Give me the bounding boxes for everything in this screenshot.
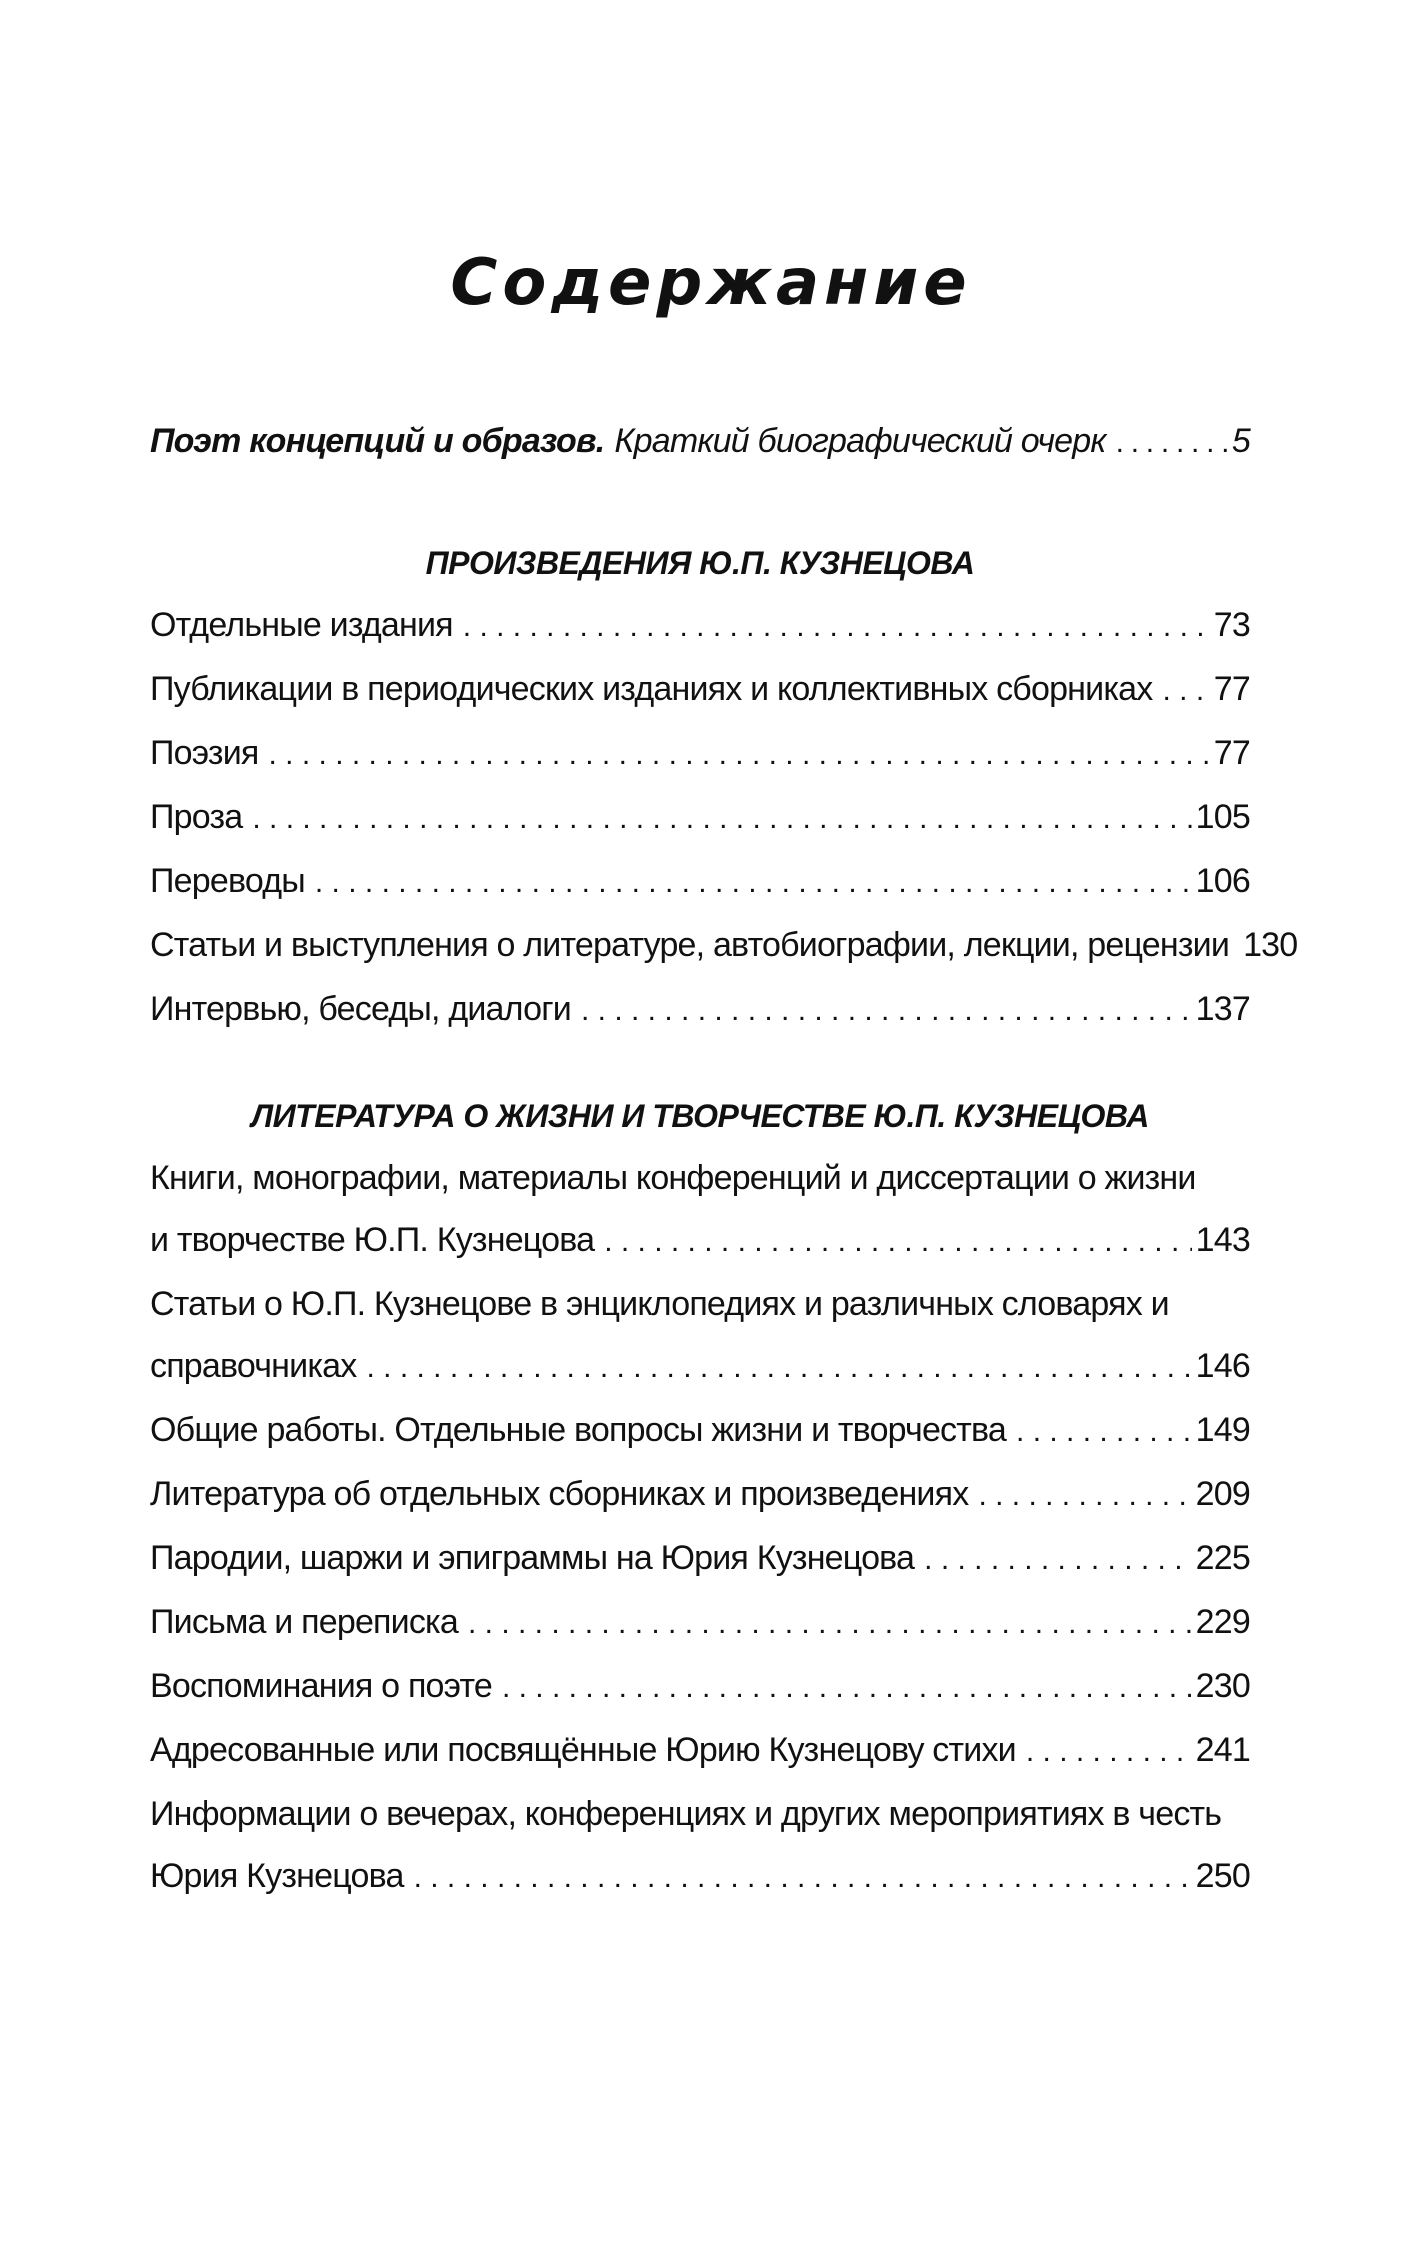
dot-leader: [924, 1529, 1192, 1591]
toc-entry-line: [150, 1527, 1250, 1591]
toc-entry-text: Пародии, шаржи и эпиграммы на Юрия Кузнецова: [150, 1539, 915, 1577]
toc-entry-line: [150, 1147, 1250, 1209]
toc-page-number: 77: [1213, 670, 1250, 708]
toc-entry[interactable]: [150, 1273, 1250, 1399]
toc-entry-line: [150, 786, 1250, 850]
toc-entry[interactable]: [150, 914, 1298, 978]
toc-entry[interactable]: [150, 658, 1250, 722]
toc-entry[interactable]: [150, 850, 1250, 914]
toc-entry[interactable]: [150, 978, 1250, 1042]
toc-entry[interactable]: [150, 1591, 1250, 1655]
toc-page-number: 106: [1195, 862, 1250, 900]
toc-page-number: 209: [1195, 1475, 1250, 1513]
toc-entry-line: [150, 1591, 1250, 1655]
intro-entry[interactable]: [150, 410, 1250, 474]
toc-entry[interactable]: [150, 786, 1250, 850]
toc-page-number: 149: [1195, 1411, 1250, 1449]
toc-entry-line: [150, 914, 1298, 978]
toc-page-number: 241: [1195, 1731, 1250, 1769]
toc-page-number: 225: [1195, 1539, 1250, 1577]
toc-entry[interactable]: [150, 1655, 1250, 1719]
toc-entry-line: [150, 1399, 1250, 1463]
toc-entry-text: и творчестве Ю.П. Кузнецова: [150, 1221, 595, 1259]
toc-entry[interactable]: [150, 594, 1250, 658]
dot-leader: [1016, 1401, 1192, 1463]
toc-page-number: 130: [1243, 926, 1298, 964]
toc-page-number: 77: [1213, 734, 1250, 772]
section-literature: [150, 1085, 1250, 1909]
toc-entry-line: [150, 658, 1250, 722]
toc-entry-line: [150, 1719, 1250, 1783]
toc-entry-text: Общие работы. Отдельные вопросы жизни и творчества: [150, 1411, 1007, 1449]
toc-entry-text: Письма и переписка: [150, 1603, 458, 1641]
toc-entry-text: Публикации в периодических изданиях и коллективных сборниках: [150, 670, 1153, 708]
toc-entry-text: справочниках: [150, 1347, 357, 1385]
toc-entry[interactable]: [150, 722, 1250, 786]
dot-leader: [269, 724, 1210, 786]
dot-leader: [463, 596, 1210, 658]
dot-leader: [367, 1337, 1192, 1399]
toc-entry-line: [150, 1335, 1250, 1399]
toc-entry-line: [150, 1783, 1250, 1845]
toc-entry-text: Информации о вечерах, конференциях и других мероприятиях в честь: [150, 1795, 1222, 1833]
toc-entry-line: [150, 1273, 1250, 1335]
toc-page-number: 229: [1195, 1603, 1250, 1641]
toc-entry-line: [150, 594, 1250, 658]
toc-entry-text: Статьи о Ю.П. Кузнецове в энциклопедиях и различных словарях и: [150, 1285, 1169, 1323]
toc-entries: [150, 594, 1298, 1042]
toc-entry-text: Статьи и выступления о литературе, автобиографии, лекции, рецензии: [150, 926, 1230, 964]
toc-entry-text: Интервью, беседы, диалоги: [150, 990, 571, 1028]
toc-entries: [150, 1147, 1250, 1909]
toc-entry[interactable]: [150, 1527, 1250, 1591]
toc-entry-line: [150, 1845, 1250, 1909]
toc-page-number: 143: [1195, 1221, 1250, 1259]
dot-leader: [502, 1657, 1192, 1719]
dot-leader: [315, 852, 1192, 914]
toc-page-number: 73: [1213, 606, 1250, 644]
toc-entry-text: Проза: [150, 798, 243, 836]
toc-entry-line: [150, 1463, 1250, 1527]
dot-leader: [581, 980, 1192, 1042]
toc-entry-line: [150, 978, 1250, 1042]
toc-page-number: 230: [1195, 1667, 1250, 1705]
dot-leader: [414, 1847, 1192, 1909]
page-title: Содержание: [450, 246, 972, 320]
toc-entry-text: Воспоминания о поэте: [150, 1667, 492, 1705]
section-heading: ПРОИЗВЕДЕНИЯ Ю.П. КУЗНЕЦОВА: [425, 545, 975, 581]
toc-page-number: 146: [1195, 1347, 1250, 1385]
intro-italic-text: Краткий биографический очерк: [614, 422, 1106, 460]
toc-entry-text: Адресованные или посвящённые Юрию Кузнецову стихи: [150, 1731, 1016, 1769]
dot-leader: [604, 1211, 1191, 1273]
toc-entry-line: [150, 850, 1250, 914]
toc-entry[interactable]: [150, 1719, 1250, 1783]
section-heading: ЛИТЕРАТУРА О ЖИЗНИ И ТВОРЧЕСТВЕ Ю.П. КУЗНЕЦОВА: [251, 1098, 1149, 1134]
dot-leader: [1116, 412, 1228, 474]
section-works: [150, 532, 1298, 1042]
toc-page-number: 105: [1195, 798, 1250, 836]
toc-entry-text: Поэзия: [150, 734, 259, 772]
toc-entry-text: Литература об отдельных сборниках и произведениях: [150, 1475, 969, 1513]
intro-bold-text: Поэт концепций и образов.: [150, 422, 605, 460]
dot-leader: [468, 1593, 1192, 1655]
toc-entry-text: Книги, монографии, материалы конференций и диссертации о жизни: [150, 1159, 1196, 1197]
toc-entry-text: Юрия Кузнецова: [150, 1857, 404, 1895]
toc-entry-line: [150, 1209, 1250, 1273]
toc-page-number: 250: [1195, 1857, 1250, 1895]
dot-leader: [1026, 1721, 1192, 1783]
toc-entry-line: [150, 1655, 1250, 1719]
toc-entry[interactable]: [150, 1783, 1250, 1909]
toc-page-number: 137: [1195, 990, 1250, 1028]
dot-leader: [1162, 660, 1209, 722]
intro-page-number: 5: [1231, 422, 1250, 460]
toc-entry-text: Отдельные издания: [150, 606, 453, 644]
dot-leader: [252, 788, 1191, 850]
toc-entry[interactable]: [150, 1399, 1250, 1463]
dot-leader: [978, 1465, 1191, 1527]
toc-entry-text: Переводы: [150, 862, 305, 900]
toc-entry[interactable]: [150, 1463, 1250, 1527]
toc-entry[interactable]: [150, 1147, 1250, 1273]
toc-entry-line: [150, 722, 1250, 786]
